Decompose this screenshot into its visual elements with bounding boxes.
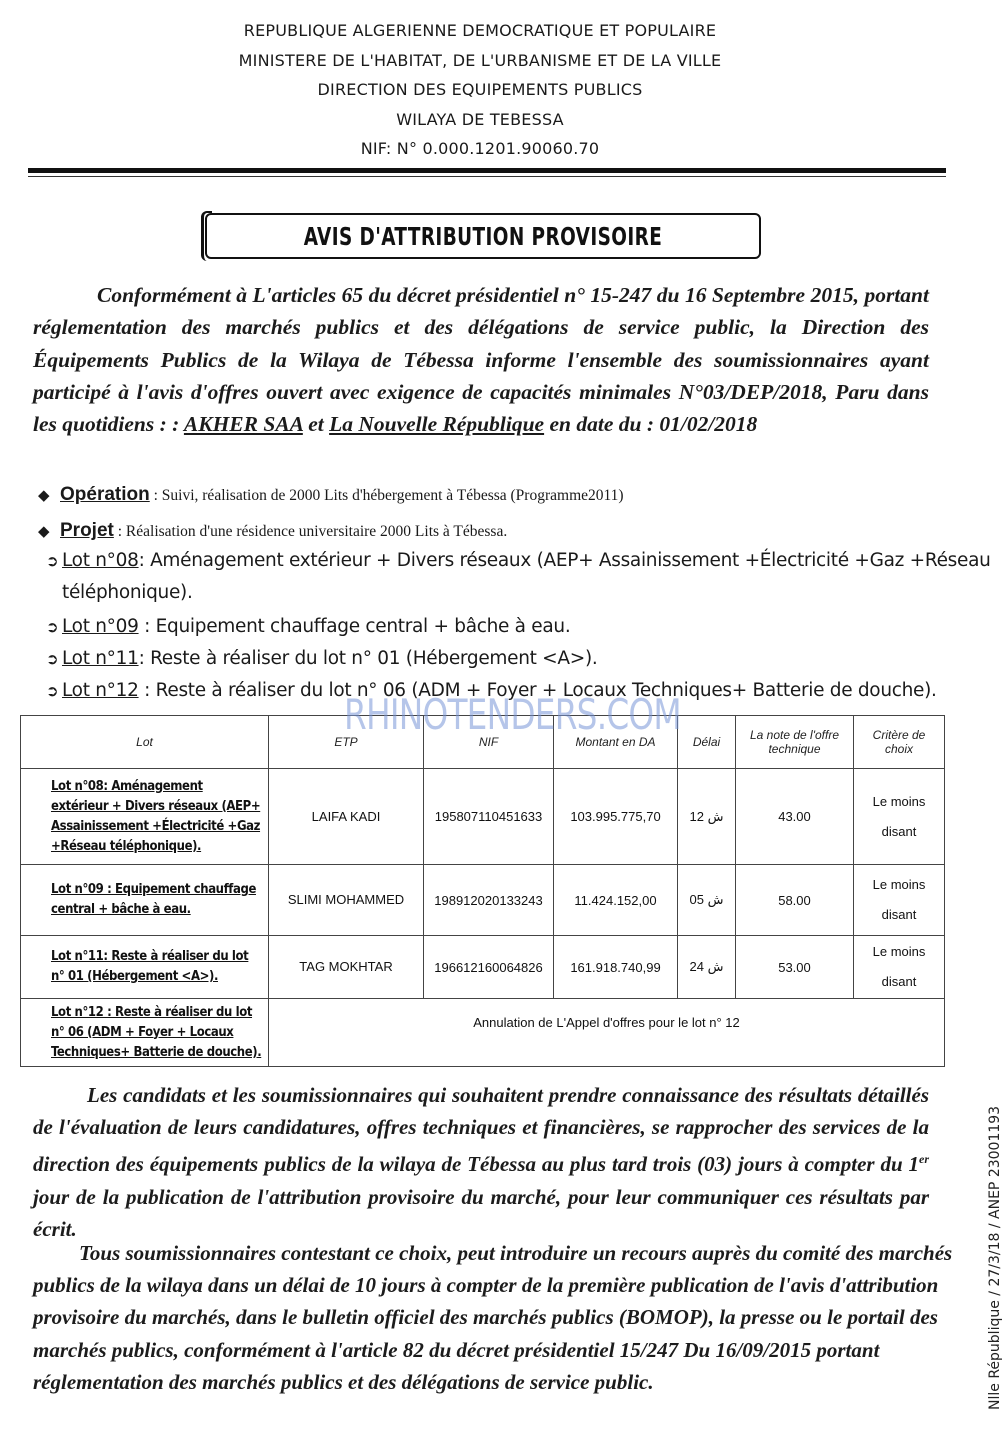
cell-critere: Le moins disant bbox=[854, 865, 945, 936]
lot-09-line bbox=[46, 616, 570, 637]
header-wilaya: WILAYA DE TEBESSA bbox=[396, 109, 564, 129]
projet-label: Projet bbox=[60, 520, 114, 541]
cell-etp: SLIMI MOHAMMED bbox=[269, 865, 424, 936]
header-nif: NIF: N° 0.000.1201.90060.70 bbox=[360, 139, 600, 158]
cell-delai: 24 ش bbox=[678, 936, 736, 999]
intro-and: et bbox=[302, 412, 330, 437]
header-ministry: MINISTERE DE L'HABITAT, DE L'URBANISME ET DE LA VILLE bbox=[238, 50, 722, 70]
col-header-montant: Montant en DA bbox=[554, 716, 678, 769]
results-table bbox=[20, 715, 945, 1067]
diamond-bullet-icon: ◆ bbox=[38, 487, 50, 504]
arrow-bullet-icon: ➲ bbox=[46, 618, 59, 636]
lot-08-line bbox=[46, 550, 991, 571]
operation-line bbox=[38, 484, 624, 506]
diamond-bullet-icon: ◆ bbox=[38, 523, 50, 540]
newspaper-nouvelle-republique: La Nouvelle République bbox=[329, 412, 545, 437]
intro-date: en date du : 01/02/2018 bbox=[544, 412, 758, 437]
para1-superscript: er bbox=[919, 1152, 929, 1167]
intro-paragraph bbox=[33, 279, 929, 440]
col-header-delai: Délai bbox=[678, 716, 736, 769]
cell-lot: Lot n°08: Aménagement extérieur + Divers réseaux (AEP+ Assainissement +Électricité +Gaz +Réseau téléphonique). bbox=[21, 769, 269, 865]
cell-lot: Lot n°11: Reste à réaliser du lot n° 01 (Hébergement <A>). bbox=[21, 936, 269, 999]
candidates-paragraph bbox=[33, 1079, 929, 1245]
cell-annulation: Annulation de L'Appel d'offres pour le lot n° 12 bbox=[269, 999, 945, 1067]
cell-delai: 12 ش bbox=[678, 769, 736, 865]
arrow-bullet-icon: ➲ bbox=[46, 682, 59, 700]
letterhead bbox=[0, 16, 960, 164]
col-header-lot: Lot bbox=[21, 716, 269, 769]
para1-text: Les candidats et les soumissionnaires qui souhaitent prendre connaissance des résultats détaillés de l'évaluation de leurs candidatures, offres techniques et financières, se rapprocher des services de la direction des équipements publics de la wilaya de Tébessa au plus tard trois (03) jours à compter du 1 bbox=[33, 1083, 929, 1177]
cell-montant: 161.918.740,99 bbox=[554, 936, 678, 999]
watermark: RHINOTENDERS.COM bbox=[344, 690, 681, 739]
lot-08-continuation: téléphonique). bbox=[62, 582, 193, 603]
lot-11-label: Lot n°11 bbox=[62, 648, 139, 669]
cell-delai: 05 ش bbox=[678, 865, 736, 936]
lot-08-text: : Aménagement extérieur + Divers réseaux (AEP+ Assainissement +Électricité +Gaz +Réseau bbox=[138, 550, 991, 571]
cell-note: 53.00 bbox=[736, 936, 854, 999]
arrow-bullet-icon: ➲ bbox=[46, 552, 59, 570]
cell-critere: Le moins disant bbox=[854, 769, 945, 865]
newspaper-akher-saa: AKHER SAA bbox=[183, 412, 303, 437]
operation-text: : Suivi, réalisation de 2000 Lits d'hébergement à Tébessa (Programme2011) bbox=[149, 487, 624, 504]
table-row bbox=[21, 936, 945, 999]
cell-etp: TAG MOKHTAR bbox=[269, 936, 424, 999]
para1-text-end: jour de la publication de l'attribution provisoire du marché, pour leur communiquer ces résultats par écrit. bbox=[33, 1184, 929, 1241]
para2-text: Tous soumissionnaires contestant ce choix, peut introduire un recours auprès du comité des marchés publics de la wilaya dans un délai de 10 jours à compter de la première publication de l'avis d'attribution provisoire du marchés, dans le bulletin officiel des marchés publics (BOMOP), la presse ou le portail des marchés publics, conformément à l'article 82 du décret présidentiel 15/247 Du 16/09/2015 portant réglementation des marchés publics et des délégations de service public. bbox=[33, 1241, 953, 1394]
lot-11-line bbox=[46, 648, 597, 669]
col-header-etp: ETP bbox=[269, 716, 424, 769]
table-row bbox=[21, 999, 945, 1067]
cell-lot: Lot n°12 : Reste à réaliser du lot n° 06 (ADM + Foyer + Locaux Techniques+ Batterie de douche). bbox=[21, 999, 269, 1067]
lot-12-line bbox=[46, 680, 937, 701]
operation-label: Opération bbox=[60, 484, 150, 505]
cell-montant: 11.424.152,00 bbox=[554, 865, 678, 936]
table-header-row bbox=[21, 716, 945, 769]
intro-text: Conformément à L'articles 65 du décret présidentiel n° 15-247 du 16 Septembre 2015, portant réglementation des marchés publics et des délégations de service public, la Direction des Équipements Publics de la Wilaya de Tébessa informe l'ensemble des soumissionnaires ayant participé à l'avis d'offres ouvert avec exigence de capacités minimales N°03/DEP/2018, Paru dans les quotidiens : : bbox=[33, 283, 929, 437]
cell-note: 43.00 bbox=[736, 769, 854, 865]
cell-note: 58.00 bbox=[736, 865, 854, 936]
page-title: AVIS D'ATTRIBUTION PROVISOIRE bbox=[303, 222, 663, 251]
lot-08-label: Lot n°08 bbox=[62, 550, 139, 571]
publication-reference: Nlle République / 27/3/18 / ANEP 23001193 bbox=[987, 1105, 1003, 1410]
cell-nif: 198912020133243 bbox=[424, 865, 554, 936]
lot-09-text: : Equipement chauffage central + bâche à eau. bbox=[138, 616, 571, 637]
arrow-bullet-icon: ➲ bbox=[46, 650, 59, 668]
lot-11-text: : Reste à réaliser du lot n° 01 (Hébergement <A>). bbox=[138, 648, 598, 669]
table-row bbox=[21, 769, 945, 865]
cell-lot: Lot n°09 : Equipement chauffage central + bâche à eau. bbox=[21, 865, 269, 936]
projet-text: : Réalisation d'une résidence universitaire 2000 Lits à Tébessa. bbox=[113, 523, 508, 540]
header-divider-thin bbox=[28, 176, 946, 177]
lot-12-label: Lot n°12 bbox=[62, 680, 139, 701]
cell-montant: 103.995.775,70 bbox=[554, 769, 678, 865]
lot-12-text: : Reste à réaliser du lot n° 06 (ADM + Foyer + Locaux Techniques+ Batterie de douche). bbox=[138, 680, 937, 701]
cell-nif: 195807110451633 bbox=[424, 769, 554, 865]
projet-line bbox=[38, 520, 507, 542]
title-frame-shadow bbox=[201, 211, 212, 261]
title-frame bbox=[205, 213, 761, 259]
col-header-critere: Critère de choix bbox=[854, 716, 945, 769]
cell-etp: LAIFA KADI bbox=[269, 769, 424, 865]
cell-critere: Le moins disant bbox=[854, 936, 945, 999]
col-header-nif: NIF bbox=[424, 716, 554, 769]
table-row bbox=[21, 865, 945, 936]
col-header-note: La note de l'offre technique bbox=[736, 716, 854, 769]
header-country: REPUBLIQUE ALGERIENNE DEMOCRATIQUE ET POPULAIRE bbox=[243, 21, 717, 40]
appeal-paragraph bbox=[33, 1237, 953, 1398]
cell-nif: 196612160064826 bbox=[424, 936, 554, 999]
header-divider bbox=[28, 168, 946, 173]
lot-09-label: Lot n°09 bbox=[62, 616, 139, 637]
header-direction: DIRECTION DES EQUIPEMENTS PUBLICS bbox=[317, 80, 643, 99]
